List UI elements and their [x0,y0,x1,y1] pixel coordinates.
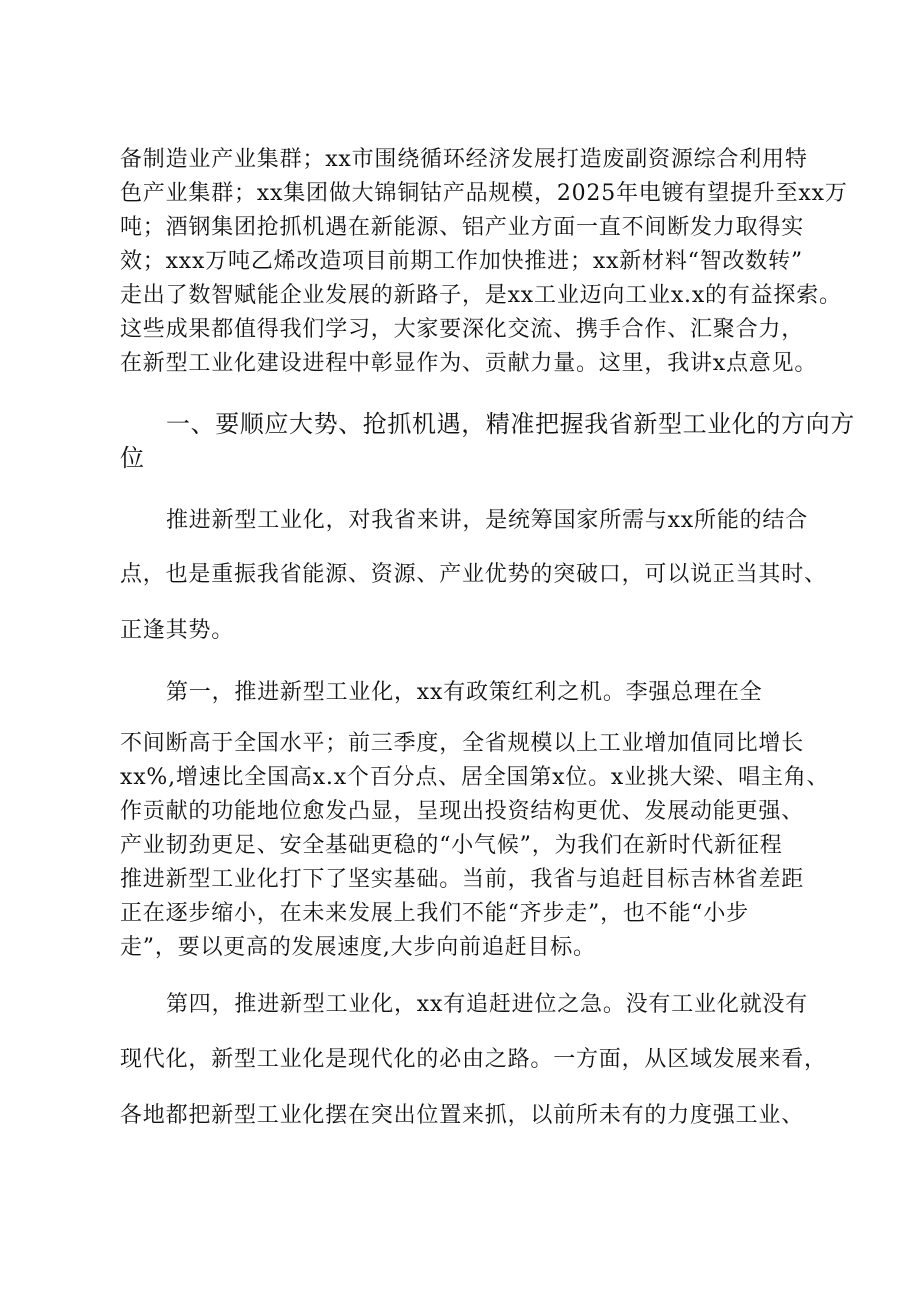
paragraph-2-line-3: 正逢其势。 [120,618,235,643]
paragraph-4-line-4: 产业韧劲更足、安全基础更稳的“小气候”，为我们在新时代新征程 [120,833,783,858]
paragraph-1-line-7: 在新型工业化建设进程中彰显作为、贡献力量。这里，我讲x点意见。 [120,351,818,376]
paragraph-5-line-2: 现代化，新型工业化是现代化的必由之路。一方面，从区域发展来看， [120,1047,827,1072]
paragraph-4-line-5: 推进新型工业化打下了坚实基础。当前，我省与追赶目标吉林省差距 [120,867,805,892]
paragraph-4-line-6: 正在逐步缩小，在未来发展上我们不能“齐步走”，也不能“小步 [120,901,749,926]
paragraph-1-line-6: 这些成果都值得我们学习，大家要深化交流、携手合作、汇聚合力， [120,317,805,342]
paragraph-4-line-3: 作贡献的功能地位愈发凸显，呈现出投资结构更优、发展动能更强、 [120,799,805,824]
paragraph-5-line-3: 各地都把新型工业化摆在突出位置来抓，以前所未有的力度强工业、 [120,1103,805,1128]
paragraph-4-line-2: xx%,增速比全国高x.x个百分点、居全国第x位。x业挑大梁、唱主角、 [120,765,830,790]
paragraph-2-line-2: 点，也是重振我省能源、资源、产业优势的突破口，可以说正当其时、 [120,562,827,587]
paragraph-3-line-1: 第一，推进新型工业化，xx有政策红利之机。李强总理在全 [166,680,763,705]
paragraph-1-line-4: 效；xxx万吨乙烯改造项目前期工作加快推进；xx新材料“智改数转” [120,249,803,274]
section-heading-line-2: 位 [120,444,145,472]
paragraph-4-line-7: 走”，要以更高的发展速度,大步向前追赶目标。 [120,935,596,960]
paragraph-1-line-5: 走出了数智赋能企业发展的新路子，是xx工业迈向工业x.x的有益探索。 [120,283,842,308]
paragraph-2-line-1: 推进新型工业化，对我省来讲，是统筹国家所需与xx所能的结合 [166,508,809,533]
paragraph-1-line-3: 吨；酒钢集团抢抓机遇在新能源、铝产业方面一直不间断发力取得实 [120,215,805,240]
paragraph-1-line-2: 色产业集群；xx集团做大锦铜钴产品规模，2025年电镀有望提升至xx万 [120,181,848,206]
paragraph-5-line-1: 第四，推进新型工业化，xx有追赶进位之急。没有工业化就没有 [166,992,809,1017]
paragraph-4-line-1: 不间断高于全国水平；前三季度，全省规模以上工业增加值同比增长 [120,731,805,756]
paragraph-1-line-1: 备制造业产业集群；xx市围绕循环经济发展打造废副资源综合利用特 [120,147,808,172]
section-heading-line-1: 一、要顺应大势、抢抓机遇，精准把握我省新型工业化的方向方 [166,410,855,438]
